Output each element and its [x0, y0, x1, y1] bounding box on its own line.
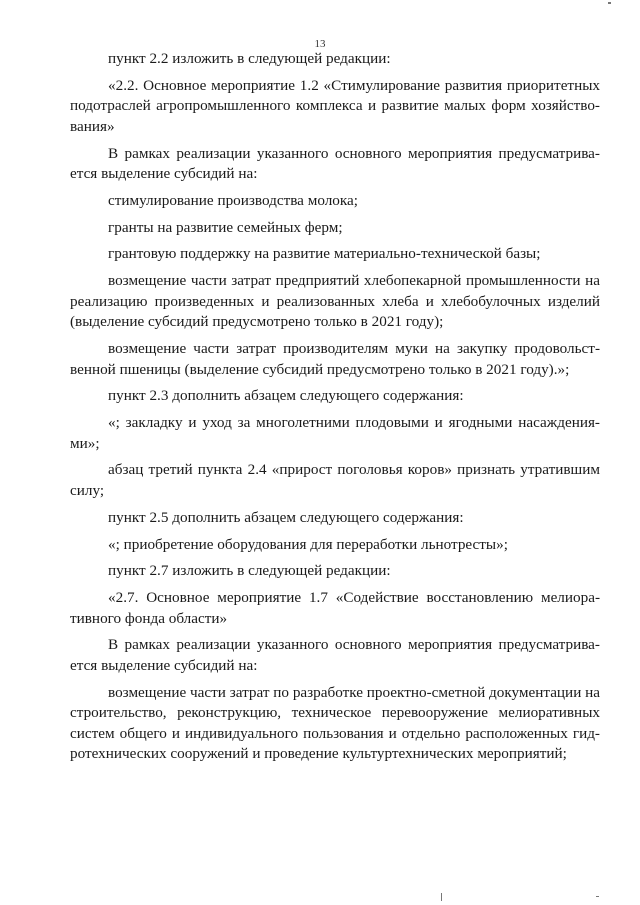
paragraph: возмещение части затрат по разработке проектно-сметной документации на строительство, реконструкцию, техническое перевооружение мелиоративных систем общего и индивидуального пользования и отдельно расположенных гид-ротехнических сооружений и проведение культуртехнических мероприятий;: [70, 683, 600, 763]
paragraph: пункт 2.5 дополнить абзацем следующего содержания:: [108, 508, 464, 526]
scan-speck: [608, 2, 611, 4]
paragraph: стимулирование производства молока;: [108, 191, 359, 209]
paragraph: абзац третий пункта 2.4 «прирост поголовья коров» признать утратившим силу;: [70, 461, 600, 499]
scan-speck: [596, 896, 599, 897]
paragraph: гранты на развитие семейных ферм;: [108, 218, 343, 236]
paragraph: грантовую поддержку на развитие материально-технической базы;: [108, 245, 541, 263]
document-body: [70, 49, 600, 771]
paragraph: «2.2. Основное мероприятие 1.2 «Стимулирование развития приоритетных подотраслей агропромышленного комплекса и развитие малых форм хозяйство-вания»: [70, 76, 600, 135]
paragraph: В рамках реализации указанного основного мероприятия предусматрива-ется выделение субсидий на:: [70, 144, 600, 183]
scan-speck: [441, 893, 442, 901]
paragraph: пункт 2.2 изложить в следующей редакции:: [108, 50, 391, 67]
paragraph: пункт 2.7 изложить в следующей редакции:: [108, 562, 391, 580]
paragraph: «; закладку и уход за многолетними плодовыми и ягодными насаждения-ми»;: [70, 414, 600, 452]
paragraph: «; приобретение оборудования для переработки льнотресты»;: [108, 535, 508, 553]
paragraph: В рамках реализации указанного основного мероприятия предусматрива-ется выделение субсидий на:: [70, 636, 600, 674]
paragraph: «2.7. Основное мероприятие 1.7 «Содействие восстановлению мелиора-тивного фонда области»: [70, 589, 600, 627]
paragraph: пункт 2.3 дополнить абзацем следующего содержания:: [108, 387, 464, 405]
page-number: 13: [314, 38, 326, 50]
paragraph: возмещение части затрат производителям муки на закупку продовольст-венной пшеницы (выделение субсидий предусмотрено только в 2021 году).»;: [70, 340, 600, 378]
paragraph: возмещение части затрат предприятий хлебопекарной промышленности на реализацию произведенных и реализованных хлеба и хлебобулочных изделий (выделение субсидий предусмотрено только в 2021 году);: [70, 272, 600, 331]
